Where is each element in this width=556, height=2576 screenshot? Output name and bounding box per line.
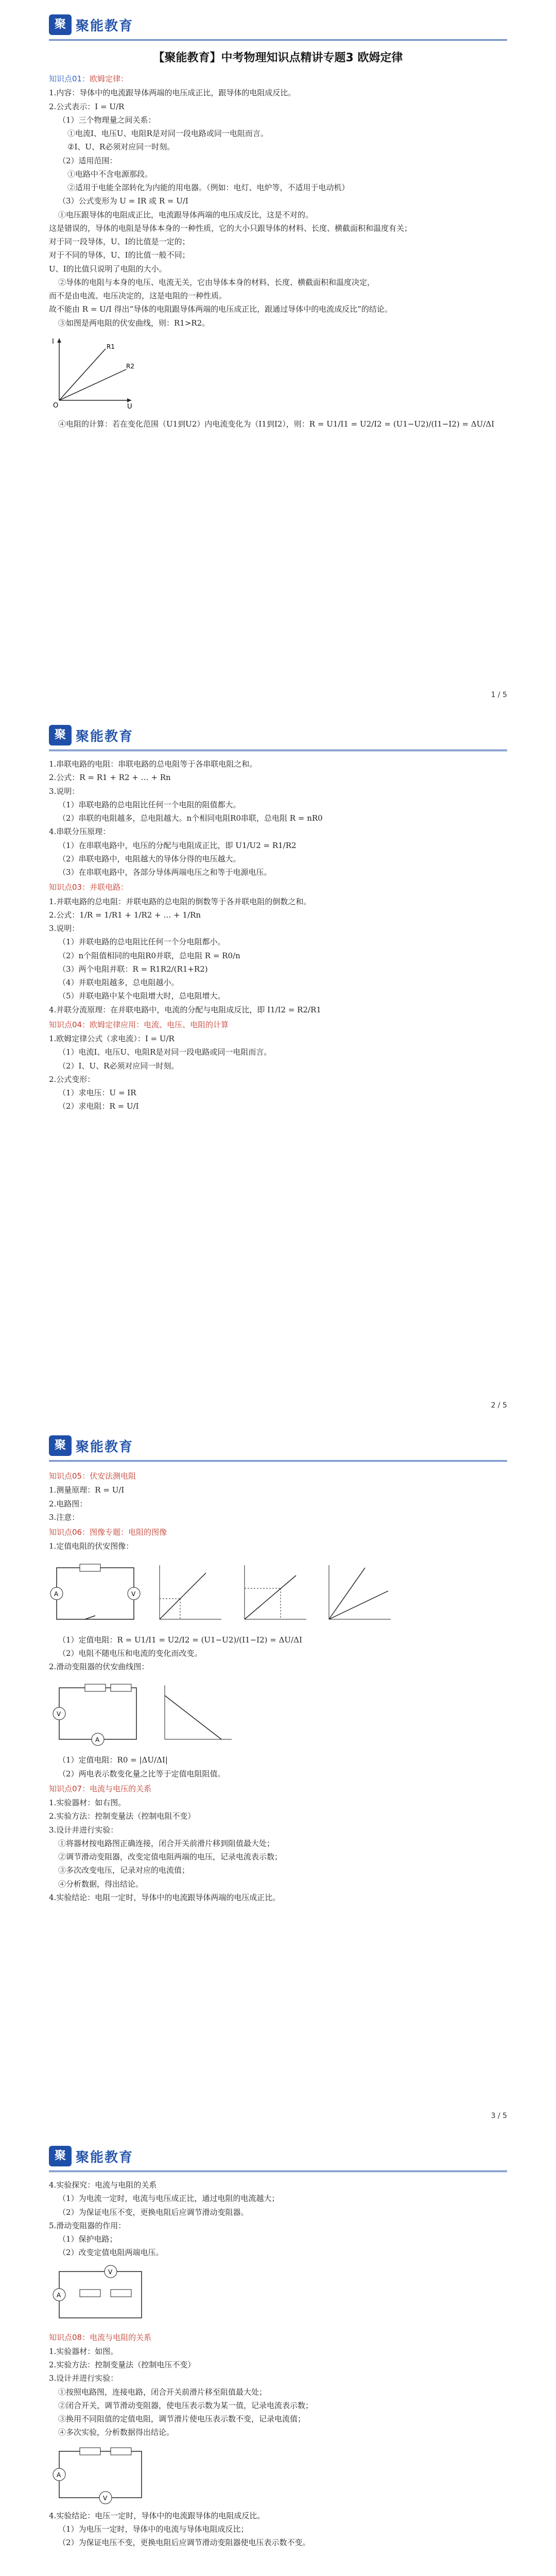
page-header [49, 2143, 507, 2171]
paragraph: 1.实验器材：如图。 [49, 2346, 118, 2356]
paragraph: ③多次改变电压，记录对应的电流值； [58, 1866, 190, 1875]
knowledge-point-heading: 知识点04：欧姆定律应用：电流、电压、电阻的计算 [49, 1020, 229, 1029]
paragraph: 故不能由 R = U/I 得出“导体的电阻跟导体两端的电压成正比，跟通过导体中的电流成反比”的结论。 [49, 304, 392, 314]
svg-text:V: V [108, 2268, 113, 2276]
paragraph: 4.实验结论：电压一定时，导体中的电流跟导体的电阻成反比。 [49, 2511, 265, 2520]
page-number: 2 / 5 [491, 1401, 507, 1410]
iv-graph [49, 333, 507, 414]
paragraph: 5.滑动变阻器的作用： [49, 2221, 126, 2230]
paragraph: （5）并联电路中某个电阻增大时，总电阻增大。 [58, 991, 225, 1001]
paragraph: （1）串联电路的总电阻比任何一个电阻的阻值都大。 [58, 800, 241, 809]
rheostat-graphs [49, 1677, 507, 1750]
svg-text:A: A [57, 2471, 61, 2479]
paragraph: ④分析数据，得出结论。 [58, 1879, 144, 1889]
paragraph: （1）三个物理量之间关系： [58, 115, 156, 125]
knowledge-point-heading: 知识点03：并联电路： [49, 883, 129, 892]
paragraph: （2）为保证电压不变，更换电阻后应调节滑动变阻器使电压表示数不变。 [58, 2538, 310, 2547]
paragraph: ③如图是两电阻的伏安曲线，则：R1>R2。 [58, 318, 210, 328]
paragraph: 对于同一段导体，U、I的比值是一定的； [49, 237, 190, 247]
circuit-diagram [49, 1560, 142, 1627]
paragraph: （1）并联电路的总电阻比任何一个分电阻都小。 [58, 937, 225, 947]
page-1 [0, 0, 556, 710]
ui-graph-1 [149, 1560, 227, 1627]
knowledge-point-heading: 知识点07：电流与电压的关系 [49, 1784, 152, 1793]
paragraph: （2）串联电路中，电阻越大的导体分得的电压越大。 [58, 854, 241, 863]
paragraph: （2）两电表示数变化量之比等于定值电阻阻值。 [58, 1769, 225, 1778]
paragraph: （3）公式变形为 U = IR 或 R = U/I [58, 196, 188, 206]
iv-curve-diagram [49, 333, 136, 411]
logo-icon: 聚 [49, 725, 72, 745]
paragraph: ①将器材按电路图正确连接，闭合开关前滑片移到阻值最大处； [58, 1838, 275, 1848]
logo-icon: 聚 [49, 2146, 72, 2166]
svg-text:A: A [57, 2291, 61, 2299]
paragraph: 4.实验结论：电阻一定时，导体中的电流跟导体两端的电压成正比。 [49, 1892, 281, 1902]
page-header [49, 1432, 507, 1460]
svg-text:O: O [53, 401, 59, 410]
paragraph: ①电流I、电压U、电阻R是对同一段电路或同一电阻而言。 [67, 129, 268, 139]
paragraph: 1.实验器材：如右图。 [49, 1798, 126, 1807]
paragraph: 3.说明： [49, 924, 80, 933]
paragraph: 1.内容：导体中的电流跟导体两端的电压成正比，跟导体的电阻成反比。 [49, 88, 296, 98]
paragraph: （3）两个电阻并联：R = R1R2/(R1+R2) [58, 964, 208, 974]
brand-name: 聚能教育 [76, 2150, 134, 2165]
svg-text:A: A [95, 1736, 100, 1744]
paragraph: ②导体的电阻与本身的电压、电流无关，它由导体本身的材料、长度、横截面积和温度决定， [58, 277, 375, 287]
svg-text:A: A [54, 1590, 59, 1598]
brand-name: 聚能教育 [76, 1439, 134, 1455]
knowledge-point-heading: 知识点01：欧姆定律： [49, 74, 129, 84]
logo-icon: 聚 [49, 1435, 72, 1456]
circuit-and-graphs [49, 1557, 507, 1630]
paragraph: 2.公式表示：I = U/R [49, 101, 125, 111]
paragraph: ②适用于电能全部转化为内能的用电器。（例如：电灯、电炉等，不适用于电动机） [67, 183, 350, 193]
paragraph: （4）并联电阻越多，总电阻越小。 [58, 978, 179, 987]
page-content [49, 1467, 507, 1905]
paragraph: 1.并联电路的总电阻：并联电路的总电阻的倒数等于各并联电阻的倒数之和。 [49, 896, 311, 906]
svg-text:R1: R1 [107, 343, 115, 350]
paragraph: （2）适用范围： [58, 156, 117, 165]
paragraph: 3.设计并进行实验： [49, 2374, 118, 2383]
paragraph: 1.串联电路的电阻：串联电路的总电阻等于各串联电阻之和。 [49, 759, 257, 769]
paragraph: （2）I、U、R必须对应同一时刻。 [58, 1061, 179, 1071]
logo-icon: 聚 [49, 14, 72, 35]
page-4 [0, 2131, 556, 2576]
paragraph: （1）为电流一定时，电流与电压成正比，通过电阻的电流越大； [58, 2194, 280, 2204]
paragraph: ④多次实验，分析数据得出结论。 [58, 2428, 175, 2437]
header-divider [49, 750, 507, 751]
paragraph: 3.说明： [49, 786, 80, 796]
document-title: 【聚能教育】中考物理知识点精讲专题3 欧姆定律 [153, 52, 403, 64]
knowledge-point-heading: 知识点06：图像专题：电阻的图像 [49, 1528, 167, 1537]
paragraph: （1）求电压：U = IR [58, 1088, 136, 1097]
paragraph: 这是错误的，导体的电阻是导体本身的一种性质，它的大小只跟导体的材料、长度、横截面积和温度有关； [49, 223, 412, 233]
brand-name: 聚能教育 [76, 729, 134, 744]
paragraph: 2.公式：R = R1 + R2 + … + Rn [49, 773, 171, 783]
paragraph: ②调节滑动变阻器，改变定值电阻两端的电压，记录电流表示数； [58, 1852, 283, 1861]
paragraph: （1）定值电阻：R0 = |ΔU/ΔI| [58, 1755, 168, 1765]
paragraph: ②闭合开关，调节滑动变阻器，使电压表示数为某一值，记录电流表示数； [58, 2400, 314, 2410]
paragraph: （2）求电阻：R = U/I [58, 1101, 139, 1111]
page-header [49, 722, 507, 750]
paragraph: ③换用不同阻值的定值电阻，调节滑片使电压表示数不变，记录电流值； [58, 2414, 306, 2424]
svg-text:I: I [52, 337, 54, 346]
svg-text:R2: R2 [126, 362, 134, 370]
paragraph: ①电压跟导体的电阻成正比，电流跟导体两端的电压成反比，这是不对的。 [58, 210, 314, 219]
paragraph: 对于不同的导体，U、I的比值一般不同； [49, 250, 190, 260]
paragraph: ①按照电路图，连接电路，闭合开关前滑片移至阻值最大处； [58, 2387, 267, 2397]
header-divider [49, 39, 507, 41]
paragraph: 2.公式：1/R = 1/R1 + 1/R2 + … + 1/Rn [49, 910, 201, 920]
paragraph: （1）在串联电路中，电压的分配与电阻成正比，即 U1/U2 = R1/R2 [58, 840, 297, 850]
svg-text:V: V [57, 1710, 61, 1718]
paragraph: 1.欧姆定律公式（求电流）：I = U/R [49, 1034, 175, 1043]
paragraph: 2.实验方法：控制变量法（控制电压不变） [49, 2360, 196, 2369]
paragraph: 2.滑动变阻器的伏安曲线图： [49, 1662, 149, 1671]
paragraph: （2）n个阻值相同的电阻R0并联，总电阻 R = R0/n [58, 951, 240, 960]
rheostat-ui-graph [154, 1680, 237, 1747]
page-content [49, 757, 507, 1114]
ui-graph-3 [319, 1560, 396, 1627]
circuit-diagram [49, 2444, 152, 2505]
svg-text:V: V [131, 1590, 136, 1598]
paragraph: （1）保护电路； [58, 2234, 117, 2244]
page-2 [0, 710, 556, 1421]
paragraph: ①电路中不含电源那段。 [67, 169, 153, 179]
paragraph: （1）为电压一定时，导体中的电流与导体电阻成反比； [58, 2524, 249, 2534]
svg-text:V: V [103, 2494, 108, 2502]
paragraph: （2）电阻不随电压和电流的变化而改变。 [58, 1648, 202, 1658]
paragraph: ④电阻的计算：若在变化范围（U1到U2）内电流变化为（I1到I2），则：R = U1/I1 = U2/I2 = (U1−U2)/(I1−I2) = ΔU/ΔI [58, 419, 495, 429]
paragraph: 2.实验方法：控制变量法（控制电阻不变） [49, 1811, 196, 1821]
paragraph: U、I的比值只说明了电阻的大小。 [49, 264, 167, 274]
knowledge-point-heading: 知识点08：电流与电阻的关系 [49, 2332, 152, 2342]
paragraph: （2）串联的电阻越多，总电阻越大。n个相同电阻R0串联，总电阻 R = nR0 [58, 814, 323, 823]
paragraph: ②I、U、R必须对应同一时刻。 [67, 142, 175, 152]
header-divider [49, 2171, 507, 2172]
paragraph: （1）定值电阻：R = U1/I1 = U2/I2 = (U1−U2)/(I1−I2) = ΔU/ΔI [58, 1635, 302, 1645]
paragraph: 4.并联分流原理：在并联电路中，电流的分配与电阻成反比，即 I1/I2 = R2/R1 [49, 1005, 321, 1014]
paragraph: 而不是由电流、电压决定的，这是电阻的一种性质。 [49, 291, 227, 301]
paragraph: 2.公式变形： [49, 1074, 95, 1084]
page-3 [0, 1421, 556, 2131]
svg-text:U: U [127, 402, 132, 411]
page-content [49, 2178, 507, 2550]
paragraph: （2）为保证电压不变，更换电阻后应调节滑动变阻器。 [58, 2207, 249, 2217]
page-number: 1 / 5 [491, 691, 507, 699]
ui-graph-2 [234, 1560, 311, 1627]
paragraph: 1.定值电阻的伏安图像： [49, 1541, 134, 1551]
brand-name: 聚能教育 [76, 19, 134, 34]
paragraph: （2）改变定值电阻两端电压。 [58, 2248, 164, 2258]
paragraph: 1.测量原理：R = U/I [49, 1485, 125, 1495]
page-number: 3 / 5 [491, 2112, 507, 2120]
paragraph: 2.电路图： [49, 1499, 88, 1509]
circuit-diagram [49, 2264, 152, 2326]
paragraph: （1）电流I、电压U、电阻R是对同一段电路或同一电阻而言。 [58, 1047, 272, 1057]
page-content [49, 46, 507, 432]
paragraph: 4.实验探究：电流与电阻的关系 [49, 2180, 157, 2190]
header-divider [49, 1460, 507, 1462]
rheostat-circuit [49, 1680, 147, 1747]
paragraph: 4.串联分压原理： [49, 827, 111, 837]
paragraph: （3）在串联电路中，各部分导体两端电压之和等于电源电压。 [58, 868, 272, 877]
page-header [49, 11, 507, 39]
paragraph: 3.注意： [49, 1512, 80, 1522]
knowledge-point-heading: 知识点05：伏安法测电阻 [49, 1471, 136, 1481]
paragraph: 3.设计并进行实验： [49, 1825, 118, 1835]
